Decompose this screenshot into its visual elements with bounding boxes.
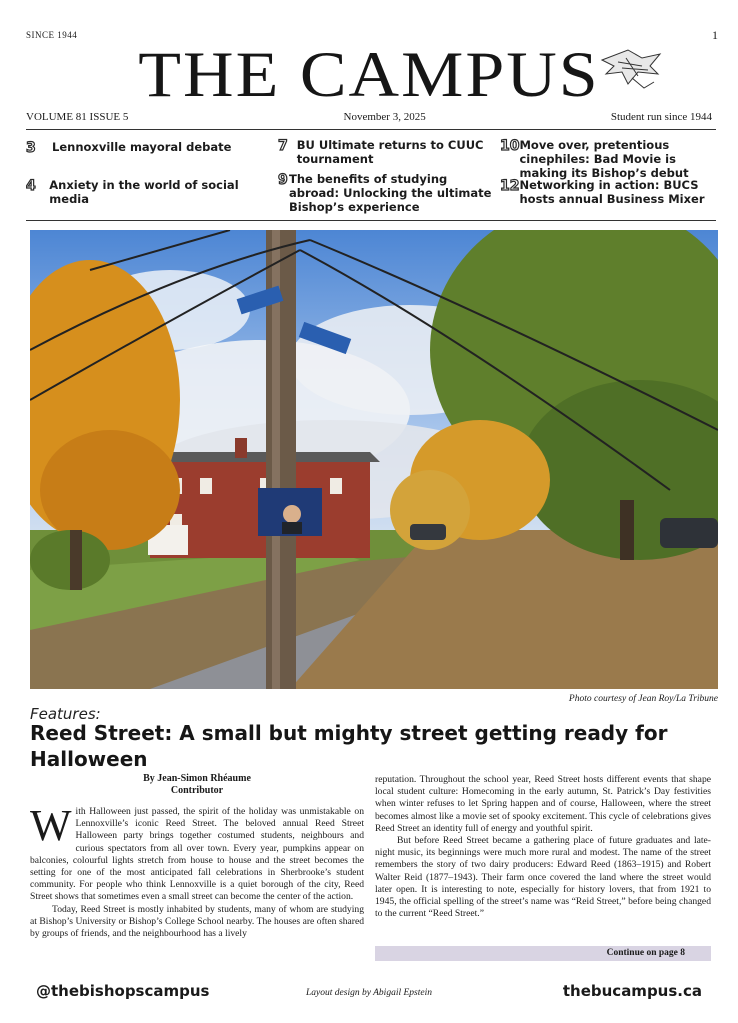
volume-issue: VOLUME 81 ISSUE 5 [26,111,129,123]
article-paragraph [30,801,364,904]
article-column-left [30,801,364,940]
toc-item[interactable] [26,140,258,156]
tagline: Student run since 1944 [610,111,712,123]
social-handle[interactable]: @thebishopscampus [36,982,210,1000]
toc-title: Move over, pretentious cinephiles: Bad Movie is making its Bishop’s debut [519,138,689,180]
issue-date: November 3, 2025 [343,111,426,123]
since-label: SINCE 1944 [26,30,78,40]
toc-page-number: 10 [500,138,520,154]
article-paragraph: Today, Reed Street is mostly inhabited by students, many of whom are studying at Bishop’s University or Bishop’s College School nearby. The houses are often shared by groups of friends, and the neighbourhood has a lively [30,903,364,940]
toc-page-number: 4 [26,178,36,194]
toc-title: The benefits of studying abroad: Unlocking the ultimate Bishop’s experience [288,172,492,214]
article-paragraph: But before Reed Street became a gathering place of future graduates and late-night music, its beginnings were much more rural and modest. The name of the street remembers the story of two dairy producers: Edward Reed (1863–1915) and Robert Walter Reid (1877–1943). Their farm once covered the land where the street would later open. It is interesting to note, especially for history lovers, that from 1921 to 1945, the official spelling of the street’s name was “Reid Street,” before being changed to the current “Reed Street.” [375,835,711,920]
header-rule [26,129,716,130]
article-column-right [375,774,711,920]
toc-page-number: 3 [26,140,36,156]
contents-rule [26,220,716,221]
drop-cap: W [30,801,72,850]
toc-page-number: 9 [278,172,288,188]
feature-photo [30,230,718,689]
toc-title: Networking in action: BUCS hosts annual Business Mixer [519,178,705,206]
masthead-title[interactable]: THE CAMPUS [138,40,600,111]
section-label: Features: [30,705,101,723]
toc-title: Anxiety in the world of social media [49,178,239,206]
website-link[interactable]: thebucampus.ca [562,982,702,1000]
street-scene-illustration [30,230,718,689]
photo-credit: Photo courtesy of Jean Roy/La Tribune [568,694,718,704]
issue-info-row [26,111,712,123]
paragraph-text: ith Halloween just passed, the spirit of the holiday was unmistakable on Lennoxville’s iconic Reed Street. The beloved annual Reed Street Halloween party brings together costumed students, neighbours and curious spectators from all over town. Every year, pumpkins appear on balconies, colourful lights stretch from house to house and the street becomes the setting for one of the most anticipated fall celebrations in Sherbrooke’s student community. For people who think Lennoxville is a quiet borough of the city, Reed Street shows that sometimes even a small street can become the center of the action. [30,806,364,903]
toc-item[interactable] [278,138,490,166]
toc-item[interactable] [26,178,258,206]
page-number: 1 [712,28,718,42]
article-paragraph: reputation. Throughout the school year, Reed Street hosts different events that shape local student culture: Homecoming in the early autumn, St. Patrick’s Day festivities when winter refuses to let Spring happen and of course, Halloween, where the street becomes almost like a movie set of spooky excitement. This cycle of celebrations gives Reed Street an identity full of energy and youthful spirit. [375,774,711,834]
toc-page-number: 12 [500,178,520,194]
article-headline[interactable]: Reed Street: A small but mighty street getting ready for Halloween [30,721,668,771]
layout-credit: Layout design by Abigail Epstein [306,988,432,998]
toc-item[interactable] [500,138,716,180]
author-name: By Jean-Simon Rhéaume [143,773,251,784]
toc-title: Lennoxville mayoral debate [52,140,232,154]
author-role: Contributor [170,785,224,796]
toc-item[interactable] [278,172,500,214]
byline [30,773,364,797]
bird-logo-icon [598,44,664,92]
toc-title: BU Ultimate returns to CUUC tournament [296,138,484,166]
table-of-contents [26,136,716,218]
toc-page-number: 7 [278,138,288,154]
continue-link[interactable]: Continue on page 8 [375,946,711,961]
toc-item[interactable] [500,178,716,206]
